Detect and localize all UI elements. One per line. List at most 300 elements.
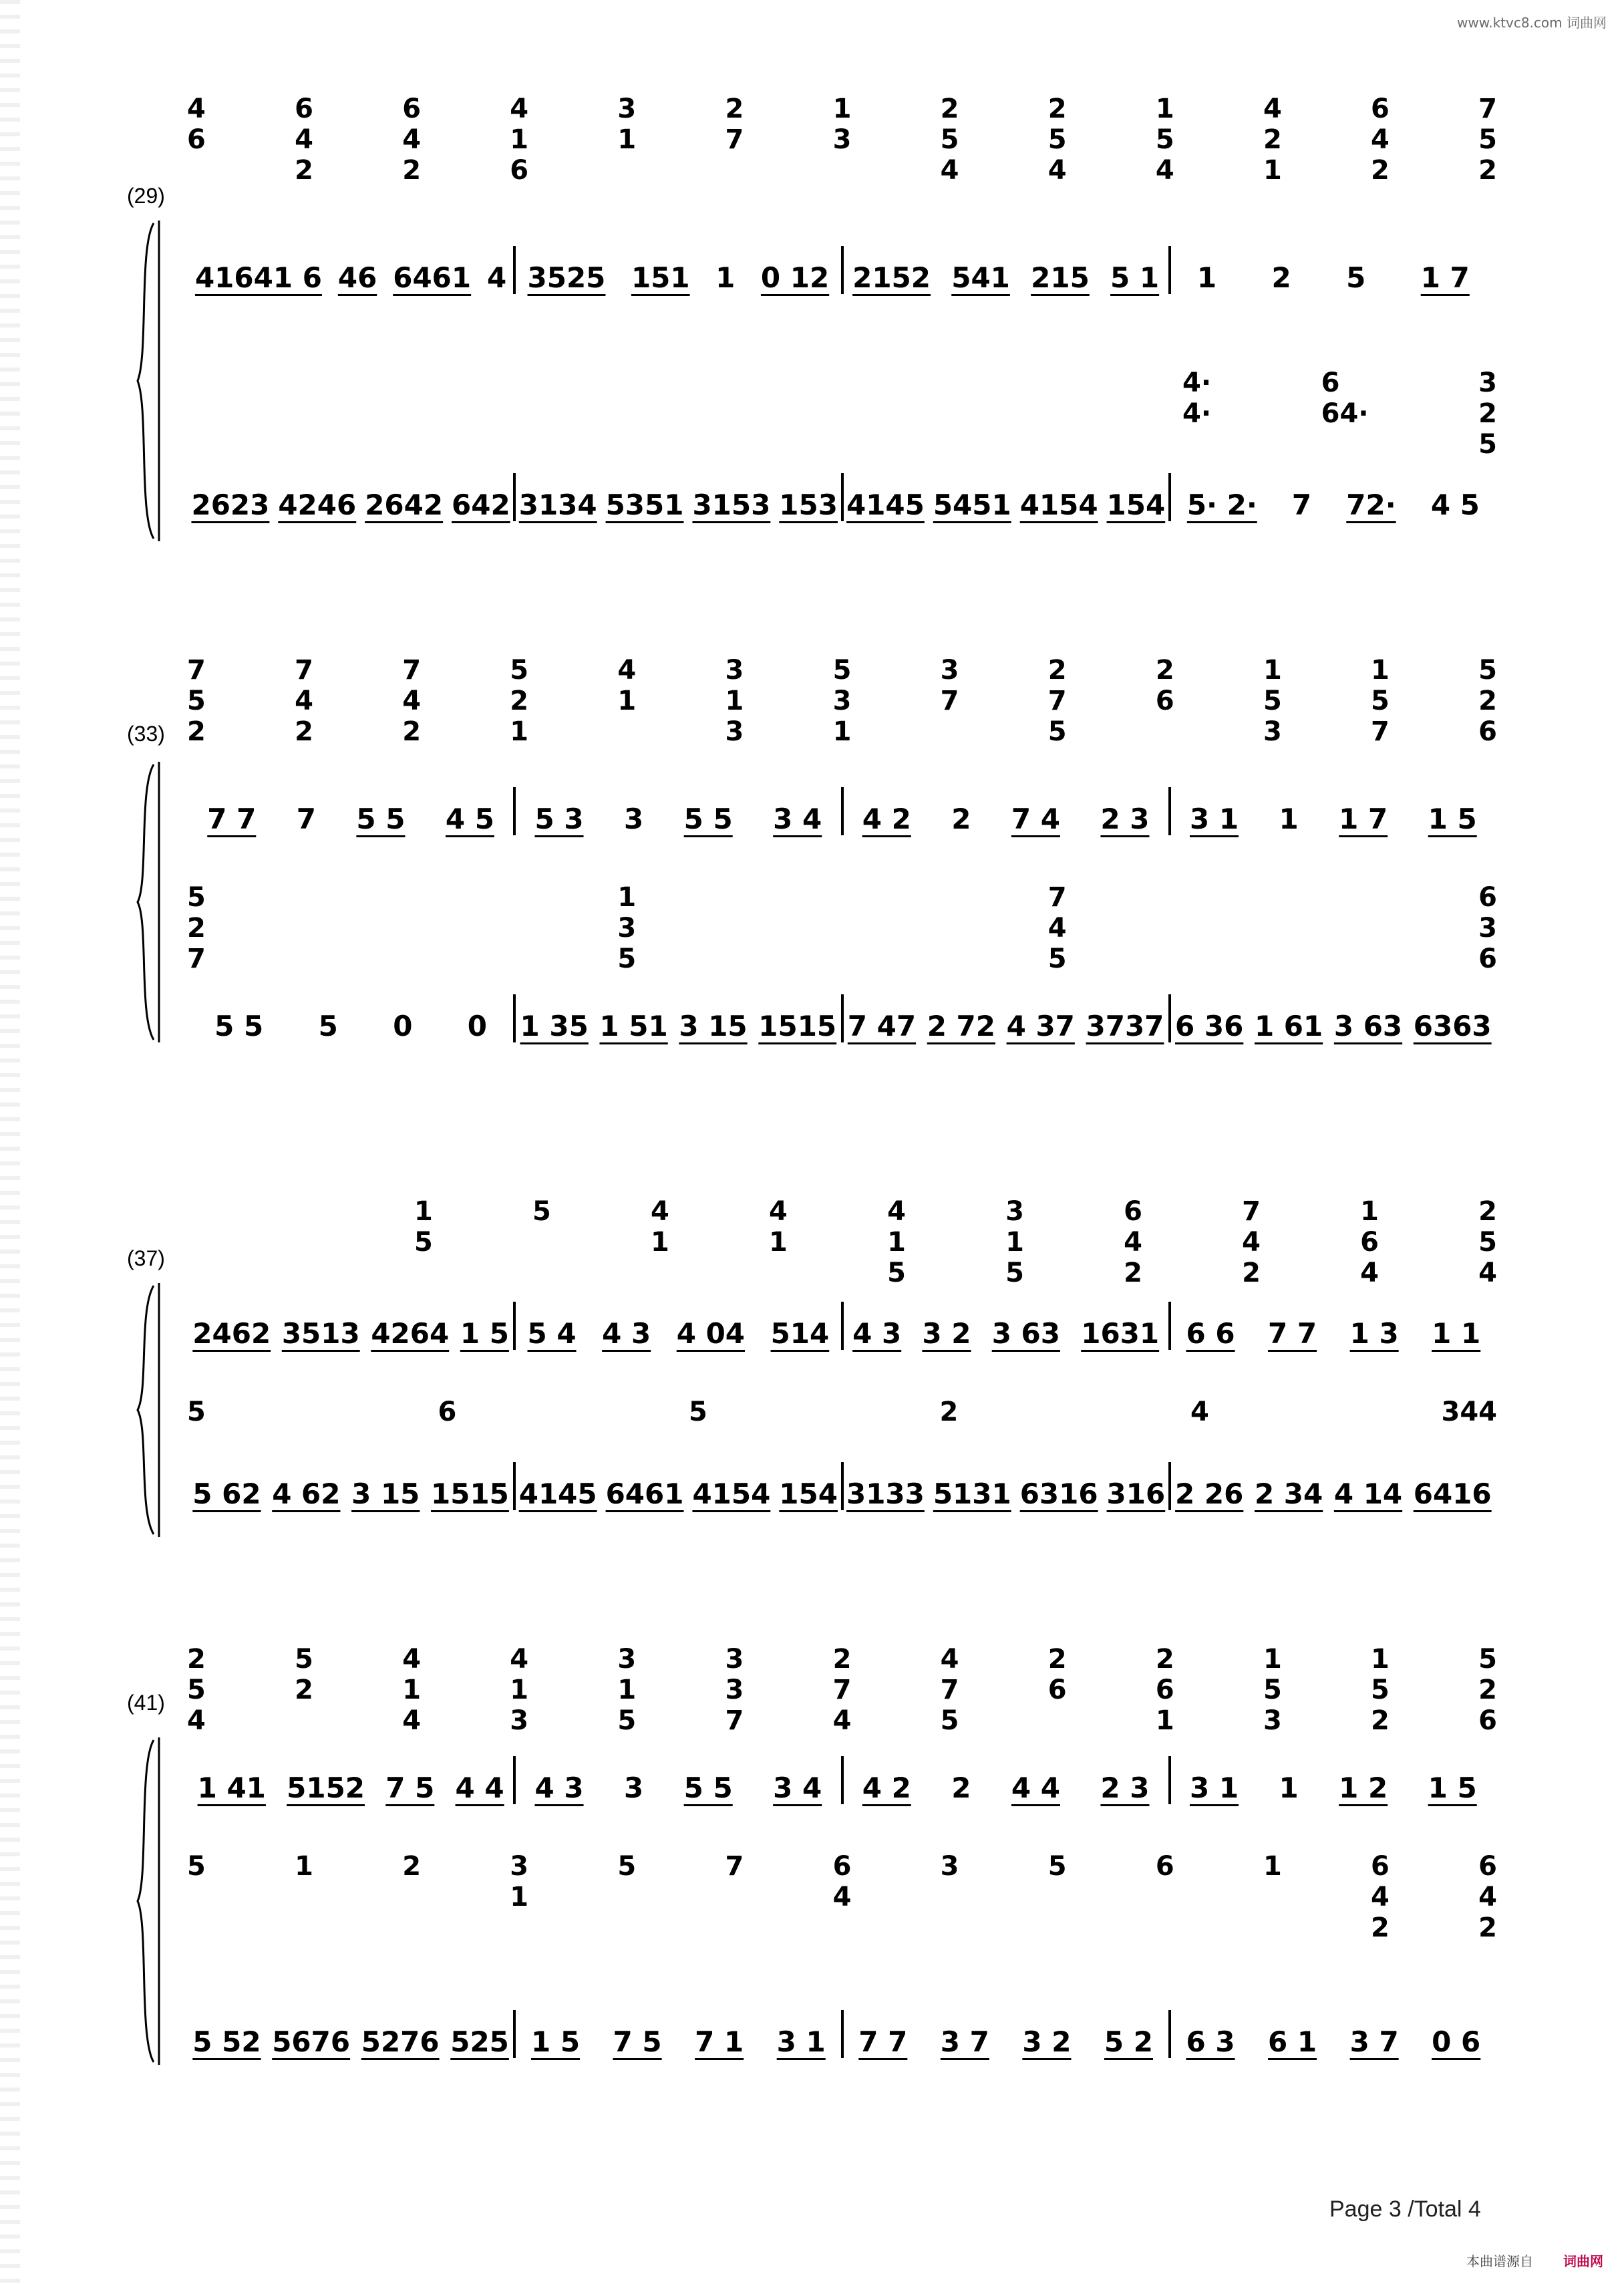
chord-note: 5 — [617, 944, 637, 974]
chord-note: 4 — [510, 1644, 529, 1675]
note-group: 0 6 — [1432, 2025, 1481, 2058]
chord-note: 2 — [940, 94, 959, 124]
chord-note: 2 — [295, 716, 313, 747]
chord-note: 1 — [510, 1882, 529, 1912]
chord-note: 4 — [1263, 94, 1282, 124]
measure-30-bass — [514, 468, 842, 521]
chord-note: 1 — [769, 1227, 788, 1258]
note-group: 4 4 — [455, 1771, 504, 1804]
bass-voice — [187, 2005, 1497, 2058]
note-group: 1 — [1279, 803, 1299, 835]
chord-note: 4 — [187, 1705, 206, 1736]
chord-note: 4· — [1182, 368, 1212, 398]
chord — [187, 1397, 206, 1437]
chord — [1048, 1851, 1067, 1971]
measure-35-bass — [842, 989, 1170, 1042]
note-group: 7 7 — [1268, 1317, 1317, 1350]
chord-note: 4 — [1242, 1227, 1261, 1258]
chord-note: 6 — [1124, 1196, 1142, 1227]
note-group: 3 2 — [922, 1317, 971, 1350]
chord-note: 4 — [651, 1196, 669, 1227]
chord-note: 6 — [187, 124, 206, 155]
chord-note: 5 — [1371, 686, 1390, 716]
chord-note: 4 — [402, 124, 422, 155]
chord-note: 2 — [402, 155, 422, 186]
note-group: 1 61 — [1254, 1010, 1323, 1042]
note-group: 2462 — [192, 1317, 271, 1350]
chord-note: 5 — [1478, 1227, 1497, 1258]
chord-note: 5 — [510, 655, 529, 686]
chord — [532, 1196, 551, 1290]
note-group: 1 5 — [1428, 803, 1477, 835]
bass-voice — [187, 989, 1497, 1042]
chord — [1048, 882, 1067, 982]
chord-note: 6 — [1478, 882, 1497, 913]
note-group: 3 1 — [1189, 1771, 1239, 1804]
grand-staff-brace — [134, 221, 160, 541]
chord — [1048, 1644, 1067, 1744]
chord-note: 5 — [1047, 1851, 1067, 1882]
note-group: 4 2 — [862, 1771, 911, 1804]
note-group: 3 — [623, 1771, 644, 1804]
note-group: 3 1 — [776, 2025, 826, 2058]
chord — [1263, 1851, 1282, 1971]
chord — [1478, 1644, 1497, 1744]
chord — [940, 1397, 959, 1437]
chord-note: 4 — [940, 1644, 959, 1675]
chord — [769, 1196, 788, 1290]
bass-chord-row — [187, 882, 1497, 982]
chord-note: 4 — [1360, 1258, 1379, 1288]
treble-chord-row — [187, 655, 1497, 748]
chord-note: 1 — [1005, 1227, 1024, 1258]
note-group: 541 — [951, 261, 1010, 294]
measure-40-treble — [1170, 1296, 1497, 1350]
grand-staff-brace — [134, 762, 160, 1042]
note-group: 7 5 — [385, 1771, 435, 1804]
note-group: 4 — [487, 261, 507, 294]
chord — [1124, 1196, 1142, 1290]
measure-34-bass — [514, 989, 842, 1042]
note-group: 153 — [779, 488, 838, 521]
measure-37-bass — [187, 1457, 514, 1510]
note-group: 4 5 — [1430, 488, 1480, 521]
treble-chord-row — [187, 1644, 1497, 1744]
note-group: 2 — [951, 803, 971, 835]
note-group: 2 — [1271, 261, 1291, 294]
chord-note: 3 — [510, 1851, 529, 1882]
measure-33-bass — [187, 989, 514, 1042]
chord-note: 1 — [1371, 655, 1390, 686]
note-group: 5152 — [287, 1771, 365, 1804]
chord — [940, 94, 959, 186]
grand-staff-brace — [134, 1737, 160, 2065]
chord — [1156, 1644, 1174, 1744]
chord-note: 6 — [1371, 94, 1390, 124]
chord-note: 2 — [295, 155, 313, 186]
note-group: 2 3 — [1100, 803, 1150, 835]
measure-44-bass — [1170, 2005, 1497, 2058]
chord — [1371, 94, 1390, 186]
chord-note: 3 — [617, 94, 637, 124]
note-group: 1515 — [431, 1477, 509, 1510]
bass-chord-row — [187, 1397, 1497, 1437]
chord-note: 4 — [402, 686, 422, 716]
chord — [1005, 1196, 1024, 1290]
chord — [1478, 655, 1497, 748]
note-group: 2623 — [191, 488, 270, 521]
chord-note: 7 — [940, 1675, 959, 1705]
chord-note: 7 — [187, 655, 206, 686]
chord-note: 2 — [1478, 1675, 1497, 1705]
note-group: 1 35 — [520, 1010, 589, 1042]
chord — [617, 1644, 636, 1744]
chord-note: 7 — [1047, 686, 1067, 716]
chord-note: 7 — [940, 686, 959, 716]
note-group: 0 12 — [760, 261, 830, 294]
chord — [295, 94, 313, 186]
chord — [941, 655, 959, 748]
note-group: 215 — [1031, 261, 1090, 294]
chord — [617, 94, 637, 155]
chord-note: 6 — [1360, 1227, 1379, 1258]
note-group: 4 37 — [1006, 1010, 1075, 1042]
chord-note: 5 — [940, 1705, 959, 1736]
chord-note: 5 — [1155, 124, 1174, 155]
chord — [725, 94, 744, 155]
chord-note: 6 — [1321, 368, 1340, 398]
note-group: 5 4 — [527, 1317, 577, 1350]
chord-note: 7 — [1242, 1196, 1261, 1227]
chord — [689, 1397, 707, 1437]
note-group: 5· 2· — [1186, 488, 1257, 521]
chord-note: 1 — [295, 1851, 313, 1882]
chord-note: 2 — [187, 716, 206, 747]
note-group: 4 5 — [445, 803, 494, 835]
chord-note: 5 — [187, 1851, 206, 1882]
chord-note: 1 — [1155, 1705, 1174, 1736]
chord-note: 344 — [1441, 1397, 1497, 1427]
chord-note: 6 — [1478, 716, 1497, 747]
note-group: 3 7 — [940, 2025, 989, 2058]
measure-41-treble — [187, 1751, 514, 1804]
note-group: 72· — [1346, 488, 1396, 521]
chord — [1371, 1851, 1390, 1971]
chord-note: 4 — [832, 1705, 852, 1736]
bass-chord-row — [187, 1851, 1497, 1971]
chord-note: 4 — [1124, 1227, 1142, 1258]
measure-number-label: (29) — [127, 184, 165, 208]
chord — [1371, 1644, 1390, 1744]
measure-38-bass — [514, 1457, 842, 1510]
note-group: 642 — [452, 488, 510, 521]
measure-36-bass — [1170, 989, 1497, 1042]
note-group: 4 3 — [852, 1317, 902, 1350]
chord-note: 7 — [187, 944, 206, 974]
note-group: 3 15 — [679, 1010, 748, 1042]
chord — [510, 1851, 528, 1971]
chord-note: 4 — [1478, 1258, 1497, 1288]
note-group: 1 5 — [530, 2025, 581, 2058]
note-group: 6461 — [605, 1477, 684, 1510]
note-group: 3133 — [846, 1477, 925, 1510]
chord-note: 5 — [532, 1196, 551, 1227]
chord — [833, 655, 852, 748]
grand-staff-brace — [134, 1283, 160, 1537]
chord-note: 4 — [1047, 155, 1067, 186]
note-group: 4154 — [1019, 488, 1098, 521]
chord — [941, 1644, 959, 1744]
chord-note: 6 — [295, 94, 313, 124]
chord — [1263, 1644, 1282, 1744]
chord — [187, 882, 206, 982]
note-group: 514 — [770, 1317, 830, 1350]
note-group: 3134 — [518, 488, 597, 521]
chord-note: 2 — [510, 686, 529, 716]
measure-number-label: (33) — [127, 722, 165, 746]
chord-note: 4 — [1047, 913, 1067, 944]
chord-note: 2 — [1478, 155, 1497, 186]
chord-note: 5 — [1005, 1258, 1024, 1288]
chord-note: 4 — [1371, 1882, 1390, 1912]
site-watermark: www.ktvc8.com 词曲网 — [1456, 15, 1607, 31]
measure-44-treble — [1170, 1751, 1497, 1804]
note-group: 1 — [1196, 261, 1217, 294]
system-3 — [0, 1136, 1624, 1537]
chord — [725, 1644, 744, 1744]
note-group: 1 5 — [1428, 1771, 1477, 1804]
note-group: 5351 — [605, 488, 684, 521]
chord-note: 1 — [510, 716, 529, 747]
measure-42-treble — [514, 1751, 842, 1804]
chord-note: 7 — [725, 1851, 744, 1882]
note-group: 3513 — [281, 1317, 360, 1350]
chord — [510, 655, 528, 748]
note-group: 1 5 — [460, 1317, 509, 1350]
chord-note: 1 — [617, 882, 637, 913]
note-group: 5 52 — [192, 2025, 261, 2058]
chord-note: 3 — [617, 1644, 637, 1675]
chord — [1047, 94, 1067, 186]
note-group: 3737 — [1086, 1010, 1164, 1042]
chord-note: 6 — [510, 155, 529, 186]
chord-note: 6 — [1478, 1705, 1497, 1736]
measure-35-treble — [842, 782, 1170, 835]
note-group: 5 — [1346, 261, 1366, 294]
note-group: 3 63 — [1333, 1010, 1403, 1042]
chord — [1478, 882, 1497, 982]
chord-note: 2 — [1478, 1196, 1497, 1227]
chord-note: 2 — [939, 1397, 959, 1427]
note-group: 6 1 — [1268, 2025, 1317, 2058]
measure-32-treble — [1170, 234, 1497, 294]
chord-note: 1 — [617, 686, 637, 716]
chord-note: 5 — [1263, 1675, 1282, 1705]
chord-note: 2 — [1371, 1912, 1390, 1943]
chord — [1478, 1851, 1497, 1971]
treble-voice — [187, 1751, 1497, 1804]
chord — [832, 94, 852, 155]
measure-39-treble — [842, 1296, 1170, 1350]
note-group: 3525 — [527, 261, 606, 294]
treble-chord-row — [187, 94, 1497, 186]
treble-voice — [187, 782, 1497, 835]
note-group: 7 1 — [695, 2025, 744, 2058]
chord — [617, 655, 636, 748]
note-group: 1 — [1279, 1771, 1299, 1804]
chord-note: 2 — [725, 94, 744, 124]
note-group: 7 4 — [1011, 803, 1060, 835]
chord-note: 1 — [1371, 1644, 1390, 1675]
chord-note: 3 — [1263, 1705, 1282, 1736]
note-group: 5676 — [272, 2025, 351, 2058]
treble-voice — [187, 234, 1497, 294]
chord-note: 7 — [1478, 94, 1497, 124]
note-group: 4 14 — [1333, 1477, 1403, 1510]
note-group: 3 — [623, 803, 644, 835]
chord-note: 1 — [832, 716, 852, 747]
chord-note: 5 — [1478, 429, 1497, 460]
chord-note: 4 — [887, 1196, 906, 1227]
chord-note: 4 — [402, 1644, 422, 1675]
chord — [1242, 1196, 1261, 1290]
note-group: 154 — [1106, 488, 1166, 521]
chord — [1156, 1851, 1174, 1971]
chord-note: 2 — [1371, 1705, 1390, 1736]
note-group: 5 2 — [1104, 2025, 1153, 2058]
note-group: 5276 — [361, 2025, 440, 2058]
measure-34-treble — [514, 782, 842, 835]
chord-note: 5 — [1263, 686, 1282, 716]
chord — [725, 1851, 744, 1971]
note-group: 4 3 — [534, 1771, 584, 1804]
note-group: 5 5 — [356, 803, 405, 835]
chord-note: 2 — [187, 913, 206, 944]
chord-note: 5 — [187, 882, 206, 913]
chord — [402, 655, 421, 748]
chord-note: 2 — [1478, 398, 1497, 429]
note-group: 3 7 — [1349, 2025, 1399, 2058]
chord-note: 1 — [887, 1227, 906, 1258]
bass-voice — [187, 1457, 1497, 1510]
chord-note: 6 — [832, 1851, 852, 1882]
treble-voice — [187, 1296, 1497, 1350]
note-group: 7 5 — [613, 2025, 662, 2058]
chord — [651, 1196, 669, 1290]
chord-note: 5 — [187, 1397, 206, 1427]
note-group: 5 5 — [214, 1010, 264, 1042]
chord-note: 1 — [1263, 155, 1282, 186]
measure-36-treble — [1170, 782, 1497, 835]
measure-33-treble — [187, 782, 514, 835]
chord-note: 5 — [940, 124, 959, 155]
note-group: 0 — [393, 1010, 413, 1042]
chord — [617, 882, 636, 982]
chord-note: 5 — [1478, 655, 1497, 686]
chord-note: 5 — [1478, 124, 1497, 155]
chord-note: 2 — [1371, 155, 1390, 186]
chord-note: 4 — [1155, 155, 1174, 186]
note-group: 1 — [715, 261, 736, 294]
chord-note: 7 — [402, 655, 422, 686]
chord-note: 4 — [1478, 1882, 1497, 1912]
bass-voice — [187, 468, 1497, 521]
chord-note: 5 — [832, 655, 852, 686]
chord — [1478, 1196, 1497, 1290]
treble-chord-row — [414, 1196, 1497, 1290]
chord — [1048, 655, 1067, 748]
chord-note: 3 — [725, 1644, 744, 1675]
chord-note: 3 — [725, 716, 744, 747]
source-logo-text: 本曲谱源自 — [1466, 2253, 1533, 2269]
note-group: 4 62 — [272, 1477, 341, 1510]
bass-chord-row — [1182, 368, 1497, 460]
measure-number-label: (41) — [127, 1691, 165, 1715]
note-group: 7 7 — [207, 803, 257, 835]
note-group: 4 2 — [862, 803, 911, 835]
chord-note: 3 — [1005, 1196, 1024, 1227]
measure-29-bass — [187, 468, 514, 521]
chord-note: 3 — [725, 655, 744, 686]
note-group: 1 3 — [1349, 1317, 1399, 1350]
chord-note: 3 — [832, 686, 852, 716]
note-group: 2 72 — [927, 1010, 995, 1042]
chord-note: 6 — [1047, 1675, 1067, 1705]
note-group: 6 36 — [1175, 1010, 1244, 1042]
measure-31-treble — [842, 234, 1170, 294]
chord — [402, 1851, 421, 1971]
note-group: 2 — [951, 1771, 971, 1804]
chord-note: 5 — [1047, 716, 1067, 747]
chord-note: 1 — [725, 686, 744, 716]
chord-note: 6 — [438, 1397, 457, 1427]
chord — [1263, 655, 1282, 748]
chord-note: 2 — [1047, 94, 1067, 124]
note-group: 5 5 — [683, 803, 733, 835]
chord — [1190, 1397, 1209, 1437]
chord-note: 2 — [402, 1851, 422, 1882]
chord-note: 4 — [832, 1882, 852, 1912]
chord-note: 64· — [1321, 398, 1369, 429]
note-group: 5131 — [933, 1477, 1011, 1510]
measure-41-bass — [187, 2005, 514, 2058]
chord-note: 6 — [1478, 1851, 1497, 1882]
chord — [402, 1644, 421, 1744]
note-group: 2 3 — [1100, 1771, 1150, 1804]
note-group: 3 2 — [1022, 2025, 1072, 2058]
note-group: 4 4 — [1011, 1771, 1060, 1804]
note-group: 6461 — [393, 261, 472, 294]
chord — [617, 1851, 636, 1971]
chord-note: 5 — [1478, 1644, 1497, 1675]
chord-note: 1 — [414, 1196, 433, 1227]
chord-note: 1 — [617, 124, 637, 155]
chord-note: 1 — [1155, 94, 1174, 124]
note-group: 5 1 — [1110, 261, 1160, 294]
note-group: 4 3 — [602, 1317, 651, 1350]
chord-note: 3 — [940, 1851, 959, 1882]
note-group: 6416 — [1413, 1477, 1492, 1510]
chord-note: 5 — [1047, 944, 1067, 974]
note-group: 7 — [1291, 488, 1312, 521]
chord-note: 1 — [1263, 1644, 1282, 1675]
measure-30-treble — [514, 234, 842, 294]
measure-37-treble — [187, 1296, 514, 1350]
chord-note: 1 — [402, 1675, 422, 1705]
note-group: 4246 — [278, 488, 357, 521]
chord-note: 5 — [187, 686, 206, 716]
note-group: 2 34 — [1254, 1477, 1323, 1510]
